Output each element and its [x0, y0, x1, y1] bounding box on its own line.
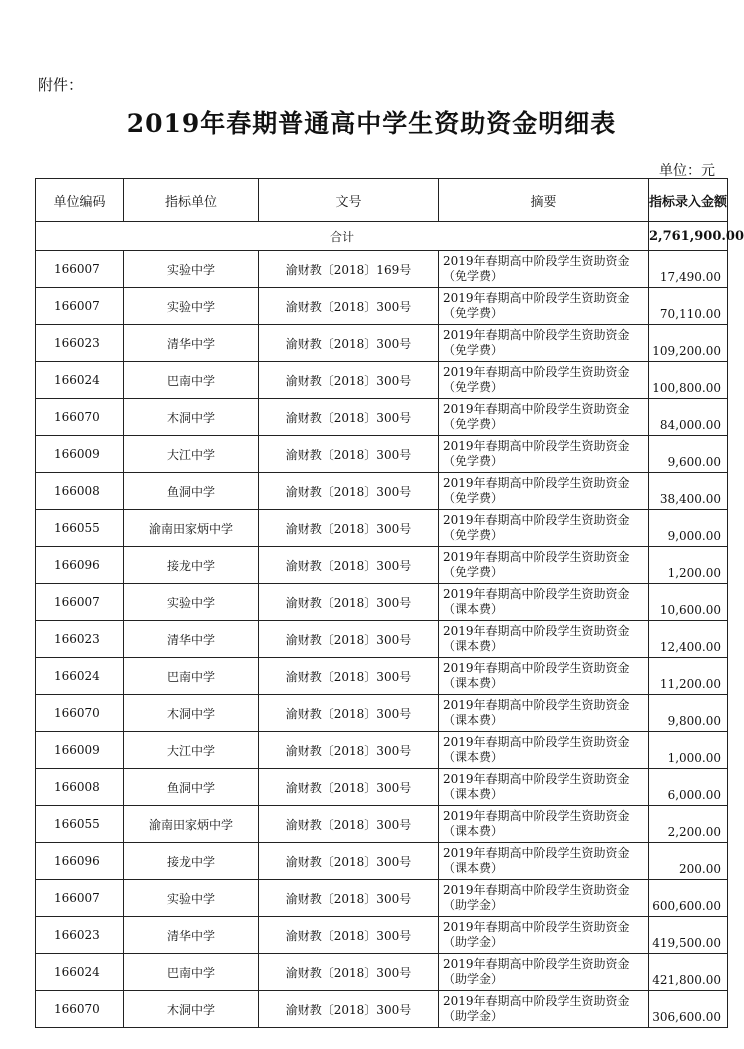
attachment-label: 附件： — [38, 76, 84, 94]
summary-category: （课本费） — [443, 824, 504, 838]
unit-code-cell: 166009 — [36, 436, 124, 473]
funding-detail-table — [35, 178, 744, 1028]
header-unit: 指标单位 — [124, 179, 259, 222]
summary-line: 2019年春期高中阶段学生资助资金 — [443, 883, 630, 897]
amount-cell: 600,600.00 — [649, 880, 728, 917]
table-row — [36, 880, 728, 917]
document-number-cell: 渝财教〔2018〕300号 — [259, 917, 439, 954]
amount-cell: 12,400.00 — [649, 621, 728, 658]
unit-code-cell: 166024 — [36, 362, 124, 399]
table-row — [36, 621, 728, 658]
document-number-cell: 渝财教〔2018〕300号 — [259, 399, 439, 436]
amount-cell: 9,800.00 — [649, 695, 728, 732]
unit-code-cell: 166070 — [36, 399, 124, 436]
summary-category: （免学费） — [443, 417, 504, 431]
unit-code-cell: 166023 — [36, 917, 124, 954]
amount-cell: 6,000.00 — [649, 769, 728, 806]
table-row — [36, 695, 728, 732]
unit-name-cell: 实验中学 — [124, 584, 259, 621]
table-row — [36, 510, 728, 547]
table-row — [36, 436, 728, 473]
summary-line: 2019年春期高中阶段学生资助资金 — [443, 365, 630, 379]
summary-category: （免学费） — [443, 491, 504, 505]
table-row — [36, 806, 728, 843]
unit-name-cell: 实验中学 — [124, 288, 259, 325]
table-row — [36, 325, 728, 362]
unit-code-cell: 166070 — [36, 991, 124, 1028]
unit-name-cell: 巴南中学 — [124, 658, 259, 695]
summary-category: （课本费） — [443, 713, 504, 727]
summary-line: 2019年春期高中阶段学生资助资金 — [443, 846, 630, 860]
unit-name-cell: 鱼洞中学 — [124, 769, 259, 806]
unit-code-cell: 166096 — [36, 547, 124, 584]
document-number-cell: 渝财教〔2018〕300号 — [259, 547, 439, 584]
document-number-cell: 渝财教〔2018〕300号 — [259, 880, 439, 917]
document-number-cell: 渝财教〔2018〕300号 — [259, 769, 439, 806]
unit-code-cell: 166008 — [36, 769, 124, 806]
summary-cell — [439, 658, 649, 695]
amount-cell: 2,200.00 — [649, 806, 728, 843]
page-title: 2019年春期普通高中学生资助资金明细表 — [126, 109, 617, 138]
summary-line: 2019年春期高中阶段学生资助资金 — [443, 735, 630, 749]
unit-name-cell: 鱼洞中学 — [124, 473, 259, 510]
summary-category: （课本费） — [443, 676, 504, 690]
table-row — [36, 251, 728, 288]
summary-line: 2019年春期高中阶段学生资助资金 — [443, 476, 630, 490]
unit-name-cell: 接龙中学 — [124, 547, 259, 584]
summary-line: 2019年春期高中阶段学生资助资金 — [443, 920, 630, 934]
amount-cell: 200.00 — [649, 843, 728, 880]
document-number-cell: 渝财教〔2018〕300号 — [259, 843, 439, 880]
document-number-cell: 渝财教〔2018〕300号 — [259, 658, 439, 695]
total-label: 合计 — [36, 222, 649, 251]
summary-line: 2019年春期高中阶段学生资助资金 — [443, 994, 630, 1008]
unit-code-cell: 166007 — [36, 288, 124, 325]
summary-category: （免学费） — [443, 528, 504, 542]
amount-cell: 306,600.00 — [649, 991, 728, 1028]
table-row — [36, 473, 728, 510]
amount-cell: 38,400.00 — [649, 473, 728, 510]
summary-cell — [439, 695, 649, 732]
document-number-cell: 渝财教〔2018〕300号 — [259, 806, 439, 843]
unit-name-cell: 木洞中学 — [124, 399, 259, 436]
table-row — [36, 288, 728, 325]
summary-category: （免学费） — [443, 306, 504, 320]
unit-name-cell: 巴南中学 — [124, 362, 259, 399]
summary-cell — [439, 399, 649, 436]
summary-cell — [439, 843, 649, 880]
summary-line: 2019年春期高中阶段学生资助资金 — [443, 587, 630, 601]
summary-line: 2019年春期高中阶段学生资助资金 — [443, 957, 630, 971]
unit-name-cell: 大江中学 — [124, 436, 259, 473]
amount-cell: 100,800.00 — [649, 362, 728, 399]
unit-code-cell: 166055 — [36, 806, 124, 843]
amount-cell: 9,000.00 — [649, 510, 728, 547]
amount-cell: 11,200.00 — [649, 658, 728, 695]
document-number-cell: 渝财教〔2018〕300号 — [259, 732, 439, 769]
unit-name-cell: 巴南中学 — [124, 954, 259, 991]
summary-category: （课本费） — [443, 861, 504, 875]
amount-cell: 84,000.00 — [649, 399, 728, 436]
table-header-row — [36, 179, 728, 222]
header-code: 单位编码 — [36, 179, 124, 222]
unit-note: 单位：元 — [659, 163, 715, 179]
unit-name-cell: 木洞中学 — [124, 991, 259, 1028]
table-row — [36, 658, 728, 695]
summary-category: （助学金） — [443, 1009, 504, 1023]
document-number-cell: 渝财教〔2018〕300号 — [259, 510, 439, 547]
summary-cell — [439, 288, 649, 325]
unit-name-cell: 清华中学 — [124, 325, 259, 362]
summary-line: 2019年春期高中阶段学生资助资金 — [443, 550, 630, 564]
document-number-cell: 渝财教〔2018〕300号 — [259, 695, 439, 732]
unit-name-cell: 清华中学 — [124, 621, 259, 658]
amount-cell: 1,000.00 — [649, 732, 728, 769]
summary-category: （免学费） — [443, 380, 504, 394]
summary-cell — [439, 510, 649, 547]
amount-cell: 421,800.00 — [649, 954, 728, 991]
header-summary: 摘要 — [439, 179, 649, 222]
unit-code-cell: 166007 — [36, 251, 124, 288]
summary-cell — [439, 584, 649, 621]
document-number-cell: 渝财教〔2018〕300号 — [259, 584, 439, 621]
document-number-cell: 渝财教〔2018〕300号 — [259, 362, 439, 399]
document-number-cell: 渝财教〔2018〕300号 — [259, 436, 439, 473]
summary-cell — [439, 251, 649, 288]
total-amount: 2,761,900.00 — [649, 222, 728, 251]
summary-line: 2019年春期高中阶段学生资助资金 — [443, 402, 630, 416]
unit-code-cell: 166024 — [36, 954, 124, 991]
table-row — [36, 584, 728, 621]
summary-cell — [439, 473, 649, 510]
document-number-cell: 渝财教〔2018〕300号 — [259, 325, 439, 362]
summary-category: （课本费） — [443, 787, 504, 801]
table-row — [36, 954, 728, 991]
unit-code-cell: 166023 — [36, 325, 124, 362]
amount-cell: 419,500.00 — [649, 917, 728, 954]
unit-code-cell: 166023 — [36, 621, 124, 658]
unit-code-cell: 166055 — [36, 510, 124, 547]
document-number-cell: 渝财教〔2018〕300号 — [259, 621, 439, 658]
summary-category: （免学费） — [443, 343, 504, 357]
table-row — [36, 362, 728, 399]
total-row — [36, 222, 728, 251]
summary-cell — [439, 954, 649, 991]
summary-cell — [439, 436, 649, 473]
document-number-cell: 渝财教〔2018〕300号 — [259, 991, 439, 1028]
unit-name-cell: 渝南田家炳中学 — [124, 510, 259, 547]
amount-cell: 70,110.00 — [649, 288, 728, 325]
summary-category: （免学费） — [443, 565, 504, 579]
amount-cell: 109,200.00 — [649, 325, 728, 362]
summary-line: 2019年春期高中阶段学生资助资金 — [443, 698, 630, 712]
unit-code-cell: 166009 — [36, 732, 124, 769]
summary-line: 2019年春期高中阶段学生资助资金 — [443, 661, 630, 675]
amount-cell: 9,600.00 — [649, 436, 728, 473]
summary-line: 2019年春期高中阶段学生资助资金 — [443, 513, 630, 527]
summary-cell — [439, 806, 649, 843]
summary-line: 2019年春期高中阶段学生资助资金 — [443, 439, 630, 453]
unit-name-cell: 大江中学 — [124, 732, 259, 769]
header-amount: 指标录入金额 — [649, 179, 728, 222]
unit-name-cell: 接龙中学 — [124, 843, 259, 880]
table-row — [36, 547, 728, 584]
document-number-cell: 渝财教〔2018〕300号 — [259, 473, 439, 510]
summary-line: 2019年春期高中阶段学生资助资金 — [443, 624, 630, 638]
summary-cell — [439, 325, 649, 362]
document-number-cell: 渝财教〔2018〕300号 — [259, 288, 439, 325]
unit-code-cell: 166096 — [36, 843, 124, 880]
table-row — [36, 399, 728, 436]
summary-cell — [439, 621, 649, 658]
summary-cell — [439, 547, 649, 584]
unit-name-cell: 木洞中学 — [124, 695, 259, 732]
unit-name-cell: 实验中学 — [124, 880, 259, 917]
amount-cell: 1,200.00 — [649, 547, 728, 584]
amount-cell: 17,490.00 — [649, 251, 728, 288]
unit-name-cell: 渝南田家炳中学 — [124, 806, 259, 843]
unit-code-cell: 166007 — [36, 880, 124, 917]
table-row — [36, 991, 728, 1028]
summary-cell — [439, 991, 649, 1028]
summary-cell — [439, 769, 649, 806]
summary-category: （免学费） — [443, 454, 504, 468]
unit-code-cell: 166024 — [36, 658, 124, 695]
summary-category: （助学金） — [443, 898, 504, 912]
unit-code-cell: 166008 — [36, 473, 124, 510]
document-number-cell: 渝财教〔2018〕169号 — [259, 251, 439, 288]
unit-code-cell: 166007 — [36, 584, 124, 621]
unit-name-cell: 实验中学 — [124, 251, 259, 288]
table-row — [36, 917, 728, 954]
header-doc: 文号 — [259, 179, 439, 222]
summary-category: （免学费） — [443, 269, 504, 283]
summary-cell — [439, 362, 649, 399]
summary-cell — [439, 732, 649, 769]
summary-line: 2019年春期高中阶段学生资助资金 — [443, 254, 630, 268]
table-row — [36, 732, 728, 769]
summary-category: （助学金） — [443, 972, 504, 986]
summary-cell — [439, 917, 649, 954]
amount-cell: 10,600.00 — [649, 584, 728, 621]
summary-line: 2019年春期高中阶段学生资助资金 — [443, 809, 630, 823]
summary-line: 2019年春期高中阶段学生资助资金 — [443, 328, 630, 342]
summary-category: （课本费） — [443, 639, 504, 653]
table-row — [36, 843, 728, 880]
document-number-cell: 渝财教〔2018〕300号 — [259, 954, 439, 991]
summary-category: （课本费） — [443, 750, 504, 764]
unit-code-cell: 166070 — [36, 695, 124, 732]
summary-line: 2019年春期高中阶段学生资助资金 — [443, 291, 630, 305]
table-row — [36, 769, 728, 806]
unit-name-cell: 清华中学 — [124, 917, 259, 954]
summary-line: 2019年春期高中阶段学生资助资金 — [443, 772, 630, 786]
summary-cell — [439, 880, 649, 917]
summary-category: （助学金） — [443, 935, 504, 949]
summary-category: （课本费） — [443, 602, 504, 616]
